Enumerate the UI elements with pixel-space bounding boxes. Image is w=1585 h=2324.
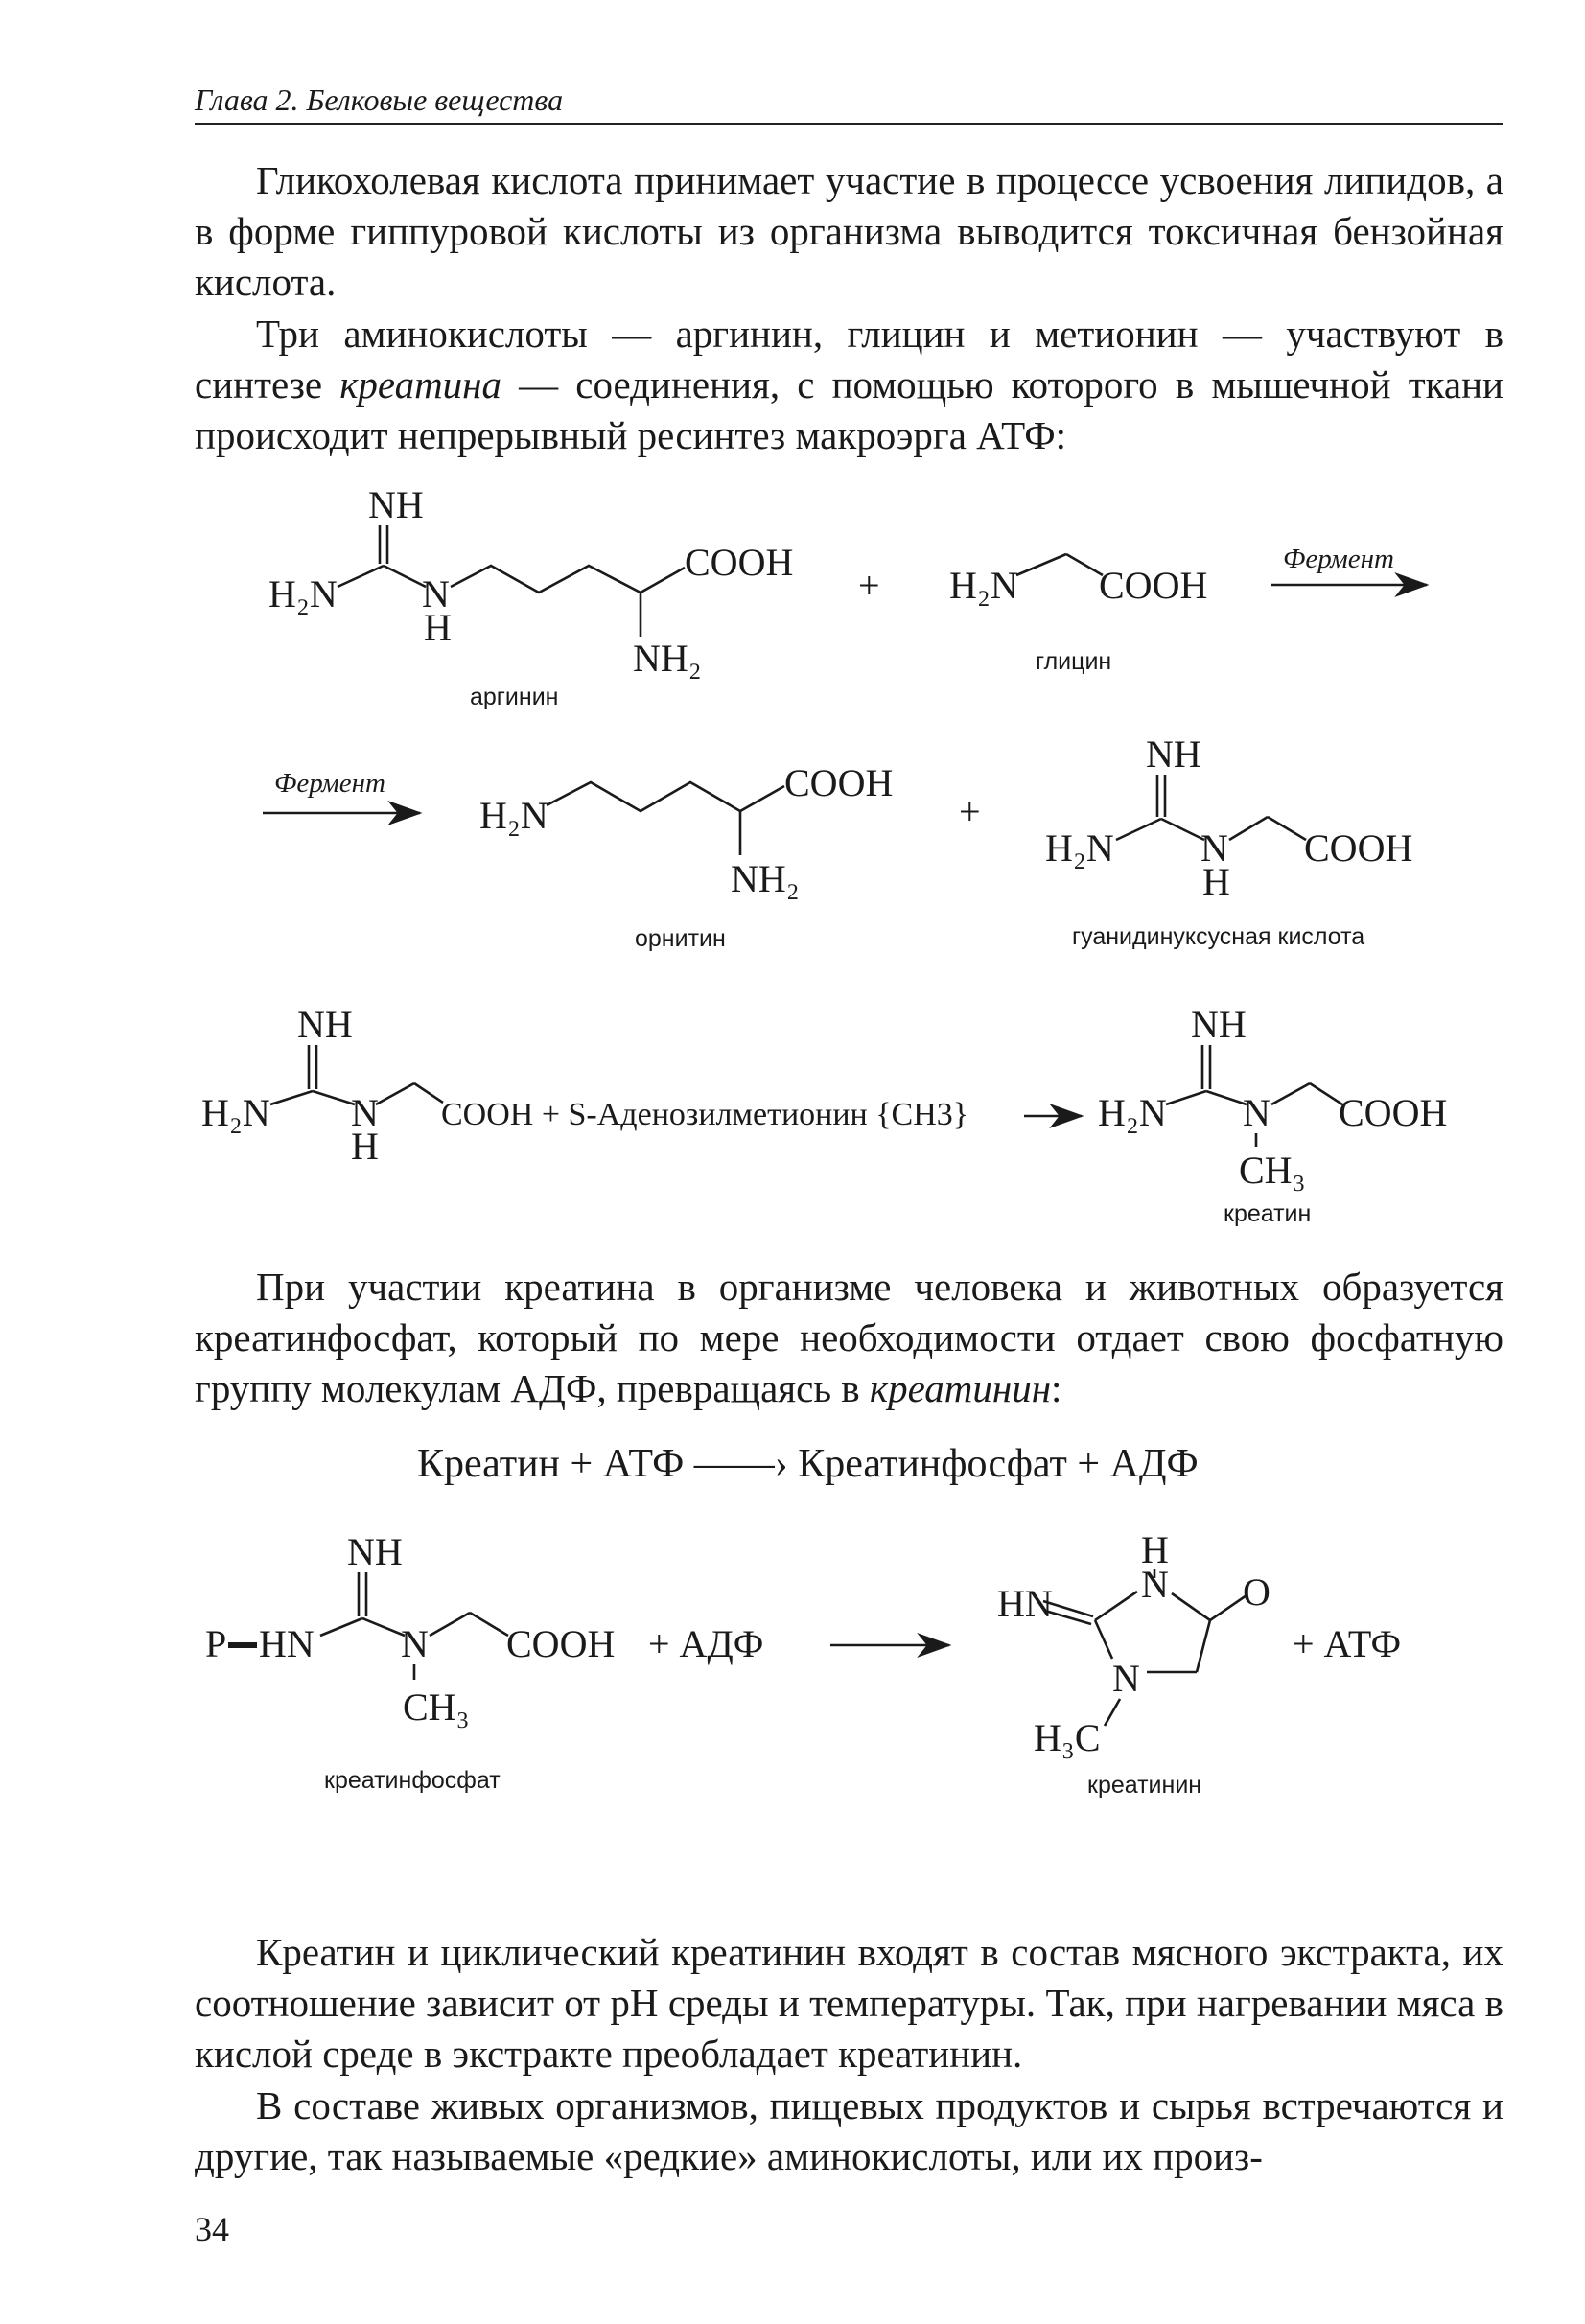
plus-sign-2: + bbox=[959, 790, 981, 833]
svg-text:NH: NH bbox=[1146, 732, 1201, 776]
svg-text:Фермент: Фермент bbox=[1283, 544, 1394, 574]
guanidinoacetic-acid-structure-2 bbox=[201, 1003, 443, 1168]
svg-text:H: H bbox=[1202, 860, 1230, 903]
svg-text:N: N bbox=[1243, 1091, 1270, 1134]
label-creatinine: креатинин bbox=[1087, 1772, 1202, 1799]
creatinine-structure bbox=[997, 1528, 1270, 1799]
svg-text:O: O bbox=[1243, 1570, 1270, 1614]
plus-sign: + bbox=[858, 564, 880, 607]
svg-text:Фермент: Фермент bbox=[274, 768, 385, 799]
svg-text:H₃C: H₃C bbox=[1034, 1716, 1101, 1759]
svg-text:N: N bbox=[401, 1622, 429, 1665]
svg-text:H: H bbox=[424, 606, 452, 649]
svg-text:NH: NH bbox=[368, 483, 424, 526]
svg-text:P: P bbox=[205, 1622, 227, 1665]
svg-text:H₂N: H₂N bbox=[949, 564, 1018, 607]
svg-text:N: N bbox=[1112, 1657, 1140, 1700]
svg-text:NH₂: NH₂ bbox=[731, 857, 800, 900]
reagent-sam: COOH + S-Аденозилметионин {CH3} bbox=[441, 1097, 969, 1132]
svg-text:COOH: COOH bbox=[1304, 826, 1413, 870]
svg-text:HN: HN bbox=[997, 1582, 1053, 1625]
svg-text:H: H bbox=[1141, 1528, 1169, 1571]
svg-text:HN: HN bbox=[259, 1622, 315, 1665]
svg-text:H₂N: H₂N bbox=[1098, 1091, 1167, 1134]
label-creatine-phosphate: креатинфосфат bbox=[324, 1767, 501, 1794]
page-number: 34 bbox=[195, 2210, 229, 2248]
label-creatine: креатин bbox=[1224, 1200, 1312, 1227]
arginine-structure bbox=[268, 483, 793, 710]
enzyme-arrow-1 bbox=[1271, 544, 1427, 585]
creatine-phosphate-structure bbox=[205, 1530, 615, 1794]
svg-text:H₂N: H₂N bbox=[1045, 826, 1114, 870]
svg-text:CH₃: CH₃ bbox=[403, 1685, 470, 1729]
svg-text:N: N bbox=[1200, 826, 1228, 870]
svg-text:CH₃: CH₃ bbox=[1239, 1149, 1306, 1192]
svg-text:NH₂: NH₂ bbox=[633, 637, 702, 680]
paragraph-4: Креатин и циклический креатинин входят в состав мясного экстракта, их соотношение зависит от pH среды и температуры. Так, при нагревании мяса в кислой среде в экстракте преобладает креатинин. bbox=[195, 1930, 1503, 2076]
svg-text:H₂N: H₂N bbox=[201, 1091, 270, 1134]
paragraph-1: Гликохолевая кислота принимает участие в процессе усвоения липидов, а в форме гиппуровой кислоты из организма выводится токсичная бензойная кислота. bbox=[195, 158, 1503, 304]
svg-text:NH: NH bbox=[347, 1530, 403, 1573]
svg-text:N: N bbox=[351, 1091, 379, 1134]
paragraph-3: При участии креатина в организме человека и животных образуется креатинфосфат, который по мере необходимости отдает свою фосфатную группу молекулам АДФ, превращаясь в креатинин: bbox=[195, 1265, 1503, 1410]
term-creatine: креатина bbox=[339, 362, 502, 407]
paragraph-2: Три аминокислоты — аргинин, глицин и метионин — участвуют в синтезе креатина — соединения, с помощью которого в мышечной ткани происходит непрерывный ресинтез макроэрга АТФ: bbox=[195, 312, 1504, 457]
svg-text:COOH: COOH bbox=[506, 1622, 616, 1665]
svg-text:H₂N: H₂N bbox=[268, 572, 338, 616]
label-arginine: аргинин bbox=[470, 684, 559, 710]
svg-text:NH: NH bbox=[1191, 1003, 1247, 1046]
enzyme-arrow-2 bbox=[263, 768, 420, 813]
term-creatinine: креатинин bbox=[869, 1366, 1052, 1410]
svg-text:N: N bbox=[422, 572, 450, 616]
plus-atp: + АТФ bbox=[1293, 1622, 1402, 1665]
plus-adp: + АДФ bbox=[648, 1622, 764, 1665]
creatine-structure bbox=[1098, 1003, 1447, 1227]
creatine-atp-equation: Креатин + АТФ ——› Креатинфосфат + АДФ bbox=[417, 1442, 1199, 1486]
label-ornithine: орнитин bbox=[635, 925, 726, 952]
svg-text:COOH: COOH bbox=[1099, 564, 1208, 607]
label-guanidinoacetic-acid: гуанидинуксусная кислота bbox=[1072, 923, 1365, 950]
label-glycine: глицин bbox=[1036, 648, 1112, 675]
svg-text:NH: NH bbox=[297, 1003, 353, 1046]
ornithine-structure bbox=[479, 761, 893, 952]
svg-text:COOH: COOH bbox=[685, 541, 794, 584]
svg-text:H: H bbox=[351, 1125, 379, 1168]
svg-text:H₂N: H₂N bbox=[479, 794, 548, 837]
guanidinoacetic-acid-structure bbox=[1045, 732, 1412, 950]
paragraph-5: В составе живых организмов, пищевых продуктов и сырья встречаются и другие, так называемые «редкие» аминокислоты, или их произ- bbox=[195, 2083, 1503, 2178]
svg-text:N: N bbox=[1141, 1563, 1169, 1606]
svg-text:COOH: COOH bbox=[1339, 1091, 1448, 1134]
running-header: Глава 2. Белковые вещества bbox=[195, 81, 1503, 125]
svg-text:COOH: COOH bbox=[784, 761, 894, 804]
glycine-structure bbox=[949, 554, 1207, 675]
